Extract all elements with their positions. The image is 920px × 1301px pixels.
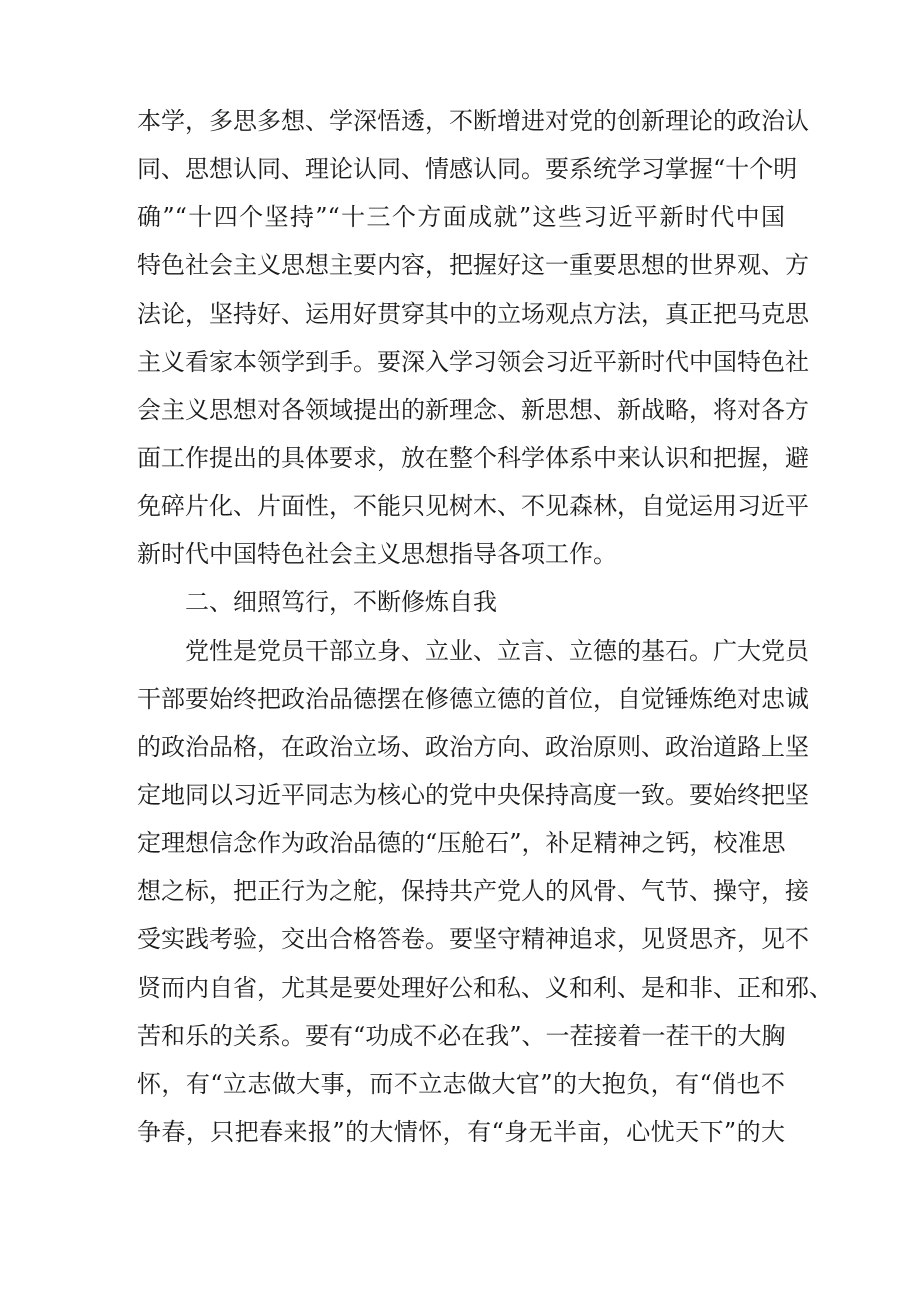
- text-line: 法论，坚持好、运用好贯穿其中的立场观点方法，真正把马克思: [137, 299, 809, 328]
- text-line: 定地同以习近平同志为核心的党中央保持高度一致。要始终把坚: [137, 780, 809, 809]
- text-line: 争春，只把春来报”的大情怀，有“身无半亩，心忧天下”的大: [137, 1117, 785, 1146]
- document-body: [137, 106, 833, 1165]
- section-heading: 二、细照笃行，不断修炼自我: [185, 588, 497, 617]
- text-line: 干部要始终把政治品德摆在修德立德的首位，自觉锤炼绝对忠诚: [137, 684, 809, 713]
- text-line: 受实践考验，交出合格答卷。要坚守精神追求，见贤思齐，见不: [137, 925, 809, 954]
- text-line: 党性是党员干部立身、立业、立言、立德的基石。广大党员: [185, 636, 809, 665]
- text-line: 怀，有“立志做大事，而不立志做大官”的大抱负，有“俏也不: [137, 1069, 785, 1098]
- text-line: 同、思想认同、理论认同、情感认同。要系统学习掌握“十个明: [137, 155, 798, 184]
- text-line: 免碎片化、片面性，不能只见树木、不见森林，自觉运用习近平: [137, 492, 809, 521]
- text-line: 会主义思想对各领域提出的新理念、新思想、新战略，将对各方: [137, 395, 809, 424]
- text-line: 面工作提出的具体要求，放在整个科学体系中来认识和把握，避: [137, 443, 809, 472]
- text-line: 特色社会主义思想主要内容，把握好这一重要思想的世界观、方: [137, 251, 809, 280]
- text-line: 定理想信念作为政治品德的“压舱石”，补足精神之钙，校准思: [137, 829, 786, 858]
- text-line: 的政治品格，在政治立场、政治方向、政治原则、政治道路上坚: [137, 732, 809, 761]
- text-line: 本学，多思多想、学深悟透，不断增进对党的创新理论的政治认: [137, 107, 809, 135]
- text-line: 想之标，把正行为之舵，保持共产党人的风骨、气节、操守，接: [137, 877, 809, 906]
- text-line: 主义看家本领学到手。要深入学习领会习近平新时代中国特色社: [137, 347, 809, 376]
- text-line: 苦和乐的关系。要有“功成不必在我”、一茬接着一茬干的大胸: [137, 1021, 786, 1050]
- text-line: 新时代中国特色社会主义思想指导各项工作。: [137, 540, 617, 569]
- text-line: 贤而内自省，尤其是要处理好公和私、义和利、是和非、正和邪、: [137, 973, 833, 1002]
- text-line: 确”“十四个坚持”“十三个方面成就”这些习近平新时代中国: [137, 203, 785, 232]
